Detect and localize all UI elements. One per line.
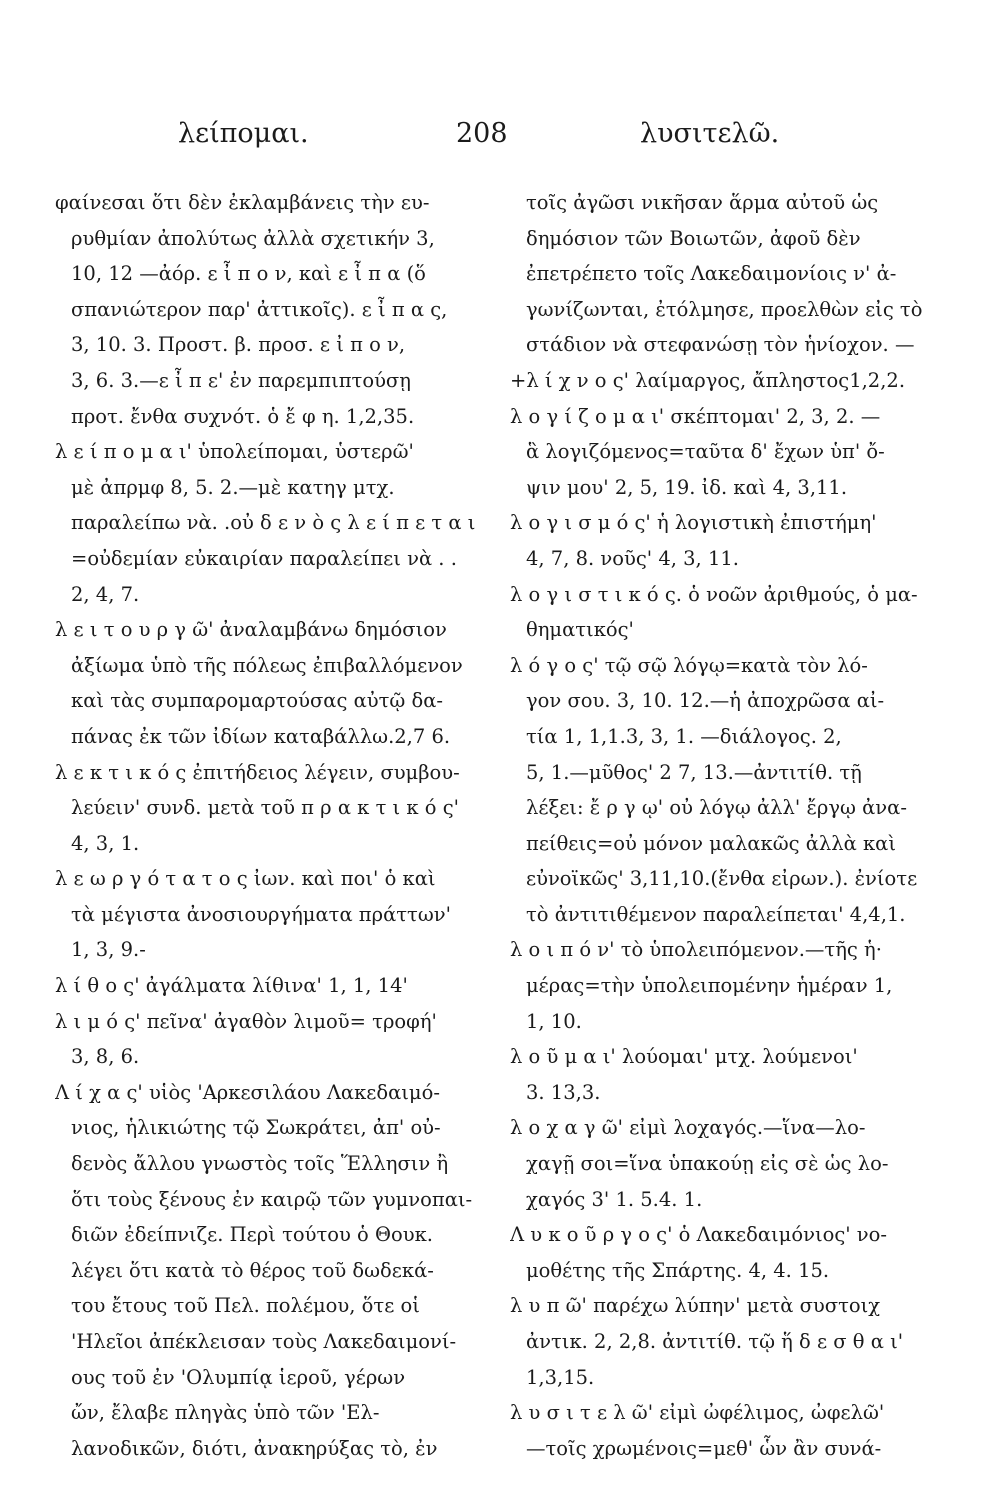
text-line: 2, 4, 7. (71, 582, 140, 606)
text-line: λεύειν' συνδ. μετὰ τοῦ π ρ α κ τ ι κ ό ς' (71, 796, 460, 820)
text-line: τοῖς ἀγῶσι νικῆσαν ἅρμα αὐτοῦ ὡς (526, 191, 879, 214)
text-line: ους τοῦ ἐν 'Ολυμπίᾳ ἱεροῦ, γέρων (71, 1365, 406, 1389)
text-line: λ ε ι τ ο υ ρ γ ῶ' ἀναλαμβάνω δημόσιον (55, 618, 447, 642)
text-line: 10, 12 —ἀόρ. ε ἶ π ο ν, καὶ ε ἶ π α (ὅ (71, 262, 426, 286)
text-line: ὅτι τοὺς ξένους ἐν καιρῷ τῶν γυμνοπαι- (71, 1187, 473, 1211)
header-right-word: λυσιτελῶ. (640, 118, 780, 149)
text-line: σπανιώτερον παρ' ἀττικοῖς). ε ἶ π α ς, (71, 297, 448, 321)
text-line: λ ε ω ρ γ ό τ α τ ο ς ἰων. καὶ ποι' ὁ καὶ (55, 867, 436, 891)
text-line: ἀξίωμα ὑπὸ τῆς πόλεως ἐπιβαλλόμενον (71, 653, 463, 677)
text-line: ἃ λογιζόμενος=ταῦτα δ' ἔχων ὑπ' ὄ- (526, 440, 885, 464)
text-line: δημόσιον τῶν Βοιωτῶν, ἀφοῦ δὲν (526, 226, 861, 250)
text-line: χαγός 3' 1. 5.4. 1. (526, 1187, 703, 1211)
text-line: 1, 10. (526, 1009, 582, 1033)
text-line: λ ό γ ο ς' τῷ σῷ λόγῳ=κατὰ τὸν λό- (510, 653, 868, 677)
text-line: χαγῇ σοι=ἵνα ὑπακούῃ εἰς σὲ ὡς λο- (526, 1152, 889, 1176)
text-line: 3, 6. 3.—ε ἶ π ε' ἐν παρεμπιπτούσῃ (71, 368, 411, 392)
text-line: 1, 3, 9.- (71, 938, 146, 962)
left-column (55, 185, 487, 1466)
text-line: 4, 3, 1. (71, 831, 140, 855)
text-line: πείθεις=οὐ μόνον μαλακῶς ἀλλὰ καὶ (526, 831, 896, 855)
text-line: +λ ί χ ν ο ς' λαίμαργος, ἄπληστος1,2,2. (510, 368, 906, 392)
text-line: 3, 8, 6. (71, 1045, 140, 1069)
page-number: 208 (456, 118, 508, 149)
text-line: ἐπετρέπετο τοῖς Λακεδαιμονίοις ν' ἀ- (526, 262, 897, 286)
text-line: Λ ί χ α ς' υἱὸς 'Αρκεσιλάου Λακεδαιμό- (55, 1080, 440, 1104)
text-line: λ υ π ῶ' παρέχω λύπην' μετὰ συστοιχ (510, 1294, 881, 1318)
text-line: 3, 10. 3. Προστ. β. προσ. ε ἰ π ο ν, (71, 333, 406, 357)
text-line: δενὸς ἄλλου γνωστὸς τοῖς Ἕλλησιν ἢ (71, 1152, 449, 1176)
text-line: διῶν ἐδείπνιζε. Περὶ τούτου ὁ Θουκ. (71, 1223, 433, 1247)
text-line: λανοδικῶν, διότι, ἀνακηρύξας τὸ, ἐν (71, 1436, 438, 1460)
text-line: καὶ τὰς συμπαρομαρτούσας αὐτῷ δα- (71, 689, 443, 713)
text-line: λ ο γ ι σ μ ό ς' ἡ λογιστικὴ ἐπιστήμη' (510, 511, 877, 535)
text-line: στάδιον νὰ στεφανώσῃ τὸν ἡνίοχον. — (526, 333, 915, 357)
text-line: γον σου. 3, 10. 12.—ἡ ἀποχρῶσα αἰ- (526, 689, 885, 713)
text-line: μοθέτης τῆς Σπάρτης. 4, 4. 15. (526, 1258, 830, 1282)
text-line: λ ο ι π ό ν' τὸ ὑπολειπόμενον.—τῆς ἡ· (510, 938, 882, 962)
text-line: λ ί θ ο ς' ἀγάλματα λίθινα' 1, 1, 14' (55, 974, 408, 998)
text-line: λέγει ὅτι κατὰ τὸ θέρος τοῦ δωδεκά- (71, 1258, 434, 1282)
right-column (510, 185, 940, 1466)
text-line: 1,3,15. (526, 1365, 595, 1389)
text-line: λ ο χ α γ ῶ' εἰμὶ λοχαγός.—ἵνα—λο- (510, 1116, 866, 1140)
text-line: λ υ σ ι τ ε λ ῶ' εἰμὶ ὠφέλιμος, ὠφελῶ' (510, 1401, 885, 1425)
text-line: λέξει: ἔ ρ γ ῳ' οὐ λόγῳ ἀλλ' ἔργῳ ἀνα- (526, 796, 907, 820)
text-line: Λ υ κ ο ῦ ρ γ ο ς' ὁ Λακεδαιμόνιος' νο- (510, 1223, 887, 1247)
text-line: τία 1, 1,1.3, 3, 1. —διάλογος. 2, (526, 724, 842, 748)
text-line: —τοῖς χρωμένοις=μεθ' ὧν ἂν συνά- (526, 1436, 882, 1460)
text-line: εὐνοϊκῶς' 3,11,10.(ἔνθα εἰρων.). ἐνίοτε (526, 867, 918, 891)
text-line: ὤν, ἔλαβε πληγὰς ὑπὸ τῶν 'Ελ- (71, 1401, 380, 1425)
running-header (0, 118, 989, 158)
text-line: ρυθμίαν ἀπολύτως ἀλλὰ σχετικήν 3, (71, 226, 435, 250)
text-line: ἀντικ. 2, 2,8. ἀντιτίθ. τῷ ἥ δ ε σ θ α ι' (526, 1330, 904, 1353)
text-line: λ ο ῦ μ α ι' λούομαι' μτχ. λούμενοι' (510, 1045, 858, 1069)
text-line: λ ε κ τ ι κ ό ς ἐπιτήδειος λέγειν, συμβου- (55, 760, 460, 784)
text-line: ψιν μου' 2, 5, 19. ἰδ. καὶ 4, 3,11. (526, 475, 848, 499)
text-line: μὲ ἀπρμφ 8, 5. 2.—μὲ κατηγ μτχ. (71, 475, 395, 499)
header-left-word: λείπομαι. (178, 118, 309, 149)
text-line: 'Ηλεῖοι ἀπέκλεισαν τοὺς Λακεδαιμονί- (71, 1330, 457, 1353)
text-line: παραλείπω νὰ. .οὐ δ ε ν ὸ ς λ ε ί π ε τ α ι (71, 511, 476, 535)
text-line: λ ο γ ί ζ ο μ α ι' σκέπτομαι' 2, 3, 2. — (510, 404, 881, 428)
text-line: γωνίζωνται, ἐτόλμησε, προελθὼν εἰς τὸ (526, 297, 923, 321)
text-line: φαίνεσαι ὅτι δὲν ἐκλαμβάνεις τὴν ευ- (55, 191, 430, 214)
text-line: νιος, ἡλικιώτης τῷ Σωκράτει, ἀπ' οὐ- (71, 1116, 441, 1140)
text-line: 5, 1.—μῦθος' 2 7, 13.—ἀντιτίθ. τῇ (526, 760, 862, 784)
text-line: λ ε ί π ο μ α ι' ὑπολείπομαι, ὑστερῶ' (55, 440, 414, 464)
text-line: του ἔτους τοῦ Πελ. πολέμου, ὅτε οἱ (71, 1294, 420, 1318)
text-line: μέρας=τὴν ὑπολειπομένην ἡμέραν 1, (526, 974, 893, 998)
text-line: 3. 13,3. (526, 1080, 601, 1104)
text-line: τὰ μέγιστα ἀνοσιουργήματα πράττων' (71, 902, 451, 926)
text-line: λ ι μ ό ς' πεῖνα' ἀγαθὸν λιμοῦ= τροφή' (55, 1009, 437, 1033)
text-line: λ ο γ ι σ τ ι κ ό ς. ὁ νοῶν ἀριθμούς, ὁ μα- (510, 582, 918, 606)
text-line: προτ. ἔνθα συχνότ. ὁ ἔ φ η. 1,2,35. (71, 404, 415, 428)
text-line: τὸ ἀντιτιθέμενον παραλείπεται' 4,4,1. (526, 902, 906, 926)
text-line: θηματικός' (526, 618, 634, 642)
text-line: 4, 7, 8. νοῦς' 4, 3, 11. (526, 546, 739, 570)
text-line: πάνας ἐκ τῶν ἰδίων καταβάλλω.2,7 6. (71, 724, 451, 748)
text-line: =οὐδεμίαν εὐκαιρίαν παραλείπει νὰ . . (71, 546, 457, 570)
